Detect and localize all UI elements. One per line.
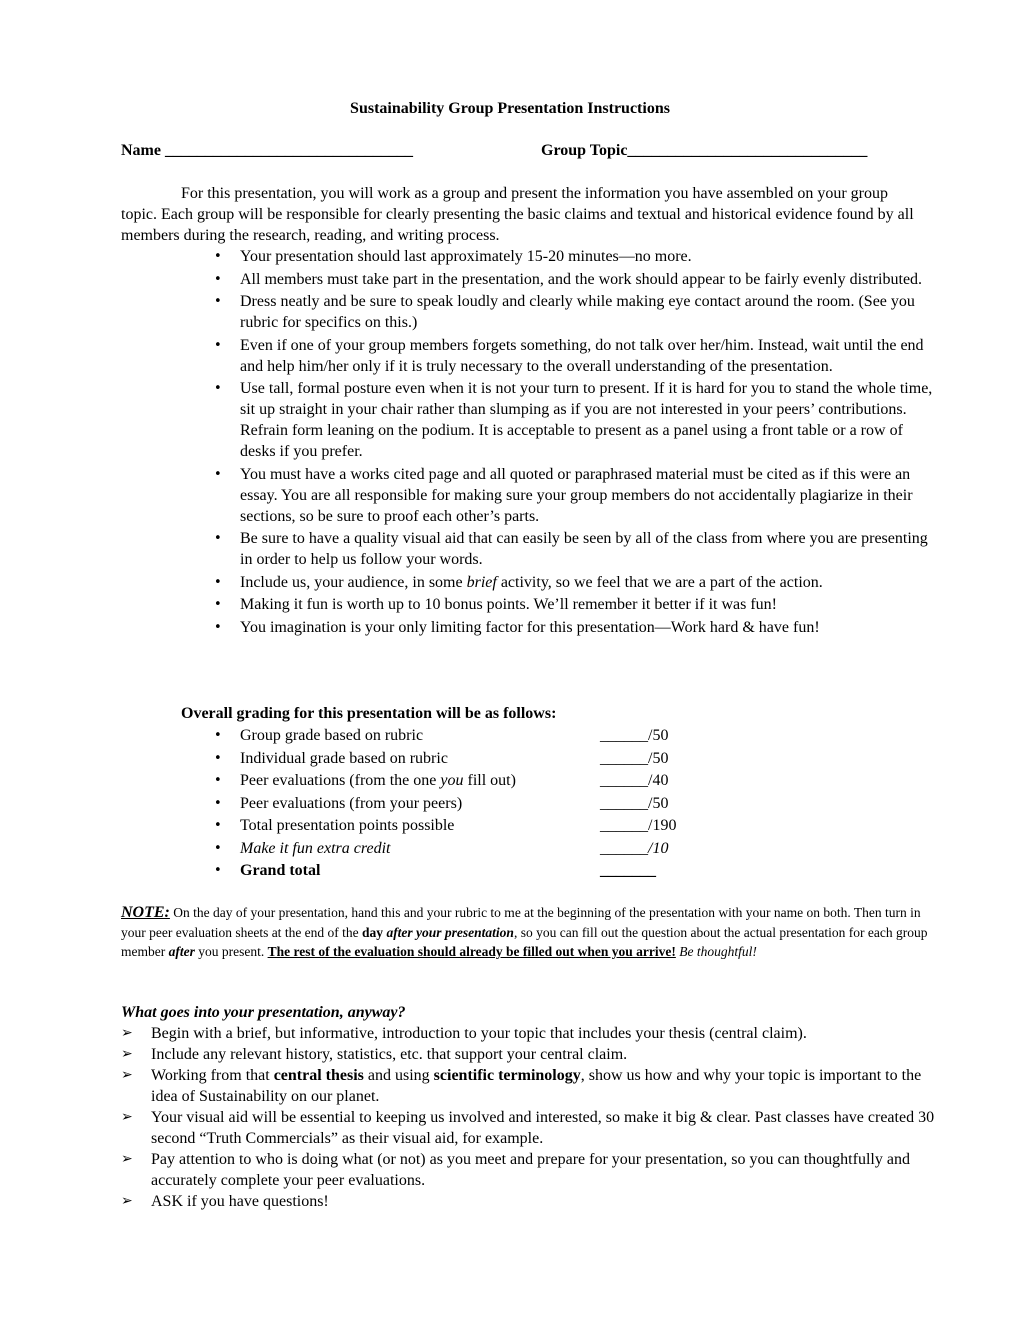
list-item: • Use tall, formal posture even when it is not your turn to present. If it is hard for you to stand the whole time, sit up straight in your chair rather than slumping as if you are not interested in your peers’ contributions. Refrain form leaning on the podium. It is acceptable to present as a panel using a front table or a row of desks if you prefer.	[240, 378, 940, 462]
text-run: Peer evaluations (from the one	[240, 772, 441, 789]
text-run: , so you can fill out the question about the actual presentation for each group member	[121, 924, 928, 959]
bold-italic-text: after your presentation	[383, 924, 514, 940]
text-run: fill out)	[463, 772, 516, 789]
grading-row	[240, 793, 740, 816]
list-item: • Making it fun is worth up to 10 bonus points. We’ll remember it better if it was fun!	[240, 594, 940, 615]
grading-label: • Make it fun extra credit	[240, 839, 391, 857]
note-paragraph	[121, 903, 936, 962]
grading-heading: Overall grading for this presentation will be as follows:	[181, 705, 557, 722]
instructions-list	[240, 246, 940, 639]
bold-italic-text: after	[168, 944, 195, 959]
grading-blank: ______/10	[600, 839, 669, 857]
grading-row	[240, 838, 740, 861]
grading-blank: _______	[600, 862, 656, 879]
italic-text: Be thoughtful!	[675, 944, 757, 959]
list-item: ➢ Include any relevant history, statistics, etc. that support your central claim.	[151, 1044, 941, 1065]
section-heading: What goes into your presentation, anyway?	[121, 1004, 406, 1021]
grading-label	[240, 770, 516, 791]
note-label: NOTE:	[121, 904, 170, 921]
grading-list	[240, 725, 740, 883]
list-item: ➢ ASK if you have questions!	[151, 1191, 941, 1212]
grading-label: • Peer evaluations (from your peers)	[240, 794, 463, 812]
grading-label: • Individual grade based on rubric	[240, 749, 448, 767]
list-item: • Be sure to have a quality visual aid that can easily be seen by all of the class from where you are presenting in order to help us follow your words.	[240, 528, 940, 570]
text-run: , show us how and why your topic is important to the idea of Sustainability on our planet.	[151, 1067, 922, 1105]
text-run: Working from that	[151, 1067, 274, 1084]
list-item	[240, 572, 940, 593]
emphasis-text: you	[440, 772, 464, 789]
grading-row	[240, 815, 740, 838]
grading-row	[240, 860, 740, 883]
bold-text: central thesis	[273, 1067, 364, 1084]
text-run: and using	[363, 1067, 434, 1084]
bold-text: day	[362, 924, 384, 940]
list-item: • Dress neatly and be sure to speak loudly and clearly while making eye contact around the room. (See you rubric for specifics on this.)	[240, 291, 940, 333]
underlined-text: The rest of the evaluation should already be filled out when you arrive!	[267, 944, 676, 959]
list-item: • All members must take part in the presentation, and the work should appear to be fairly evenly distributed.	[240, 269, 940, 290]
grading-row	[240, 770, 740, 793]
list-item: ➢ Pay attention to who is doing what (or not) as you meet and prepare for your presentation, so you can thoughtfully and accurately complete your peer evaluations.	[151, 1149, 941, 1191]
bold-text: scientific terminology	[433, 1067, 581, 1084]
grading-label: • Grand total	[240, 862, 321, 879]
list-item: ➢ Begin with a brief, but informative, introduction to your topic that includes your thesis (central claim).	[151, 1023, 941, 1044]
grading-label: • Total presentation points possible	[240, 817, 455, 834]
grading-row	[240, 748, 740, 771]
grading-blank: ______/50	[600, 727, 669, 744]
grading-label: • Group grade based on rubric	[240, 727, 424, 744]
text-run: On the day of your presentation, hand this and your rubric to me at the beginning of the presentation with your name on both. Then turn in your peer evaluation sheets at the end of the	[121, 905, 921, 940]
name-field-label: Name _______________________________	[121, 142, 413, 159]
list-item: • You imagination is your only limiting factor for this presentation—Work hard & have fun!	[240, 617, 940, 638]
group-topic-field-label: Group Topic______________________________	[541, 142, 868, 159]
grading-row	[240, 725, 740, 748]
text-run: you present.	[194, 944, 268, 959]
list-item: ➢ Your visual aid will be essential to keeping us involved and interested, so make it big & clear. Past classes have created 30 second “Truth Commercials” as their visual aid, for example.	[151, 1107, 941, 1149]
grading-blank: ______/190	[600, 817, 677, 834]
page-title: Sustainability Group Presentation Instructions	[350, 100, 670, 117]
emphasis-text: brief	[466, 573, 497, 591]
intro-paragraph: For this presentation, you will work as a group and present the information you have assembled on your group topic. Each group will be responsible for clearly presenting the basic claims and textual and historical evidence found by all members during the research, reading, and writing process.	[121, 185, 914, 244]
list-item: • You must have a works cited page and all quoted or paraphrased material must be cited as if this were an essay. You are all responsible for making sure your group members do not accidentally plagiarize in their sections, so be sure to proof each other’s parts.	[240, 464, 940, 527]
grading-blank: ______/50	[600, 794, 669, 812]
grading-blank: ______/40	[600, 772, 669, 789]
list-item	[151, 1065, 941, 1107]
list-item: • Your presentation should last approximately 15-20 minutes—no more.	[240, 246, 940, 267]
grading-blank: ______/50	[600, 749, 669, 767]
text-run: activity, so we feel that we are a part of the action.	[496, 573, 823, 591]
arrow-list	[151, 1023, 941, 1212]
list-item: • Even if one of your group members forgets something, do not talk over her/him. Instead, wait until the end and help him/her only if it is truly necessary to the overall understanding of the presentation.	[240, 335, 940, 377]
header-fields	[121, 140, 921, 161]
text-run: Include us, your audience, in some	[240, 573, 467, 591]
